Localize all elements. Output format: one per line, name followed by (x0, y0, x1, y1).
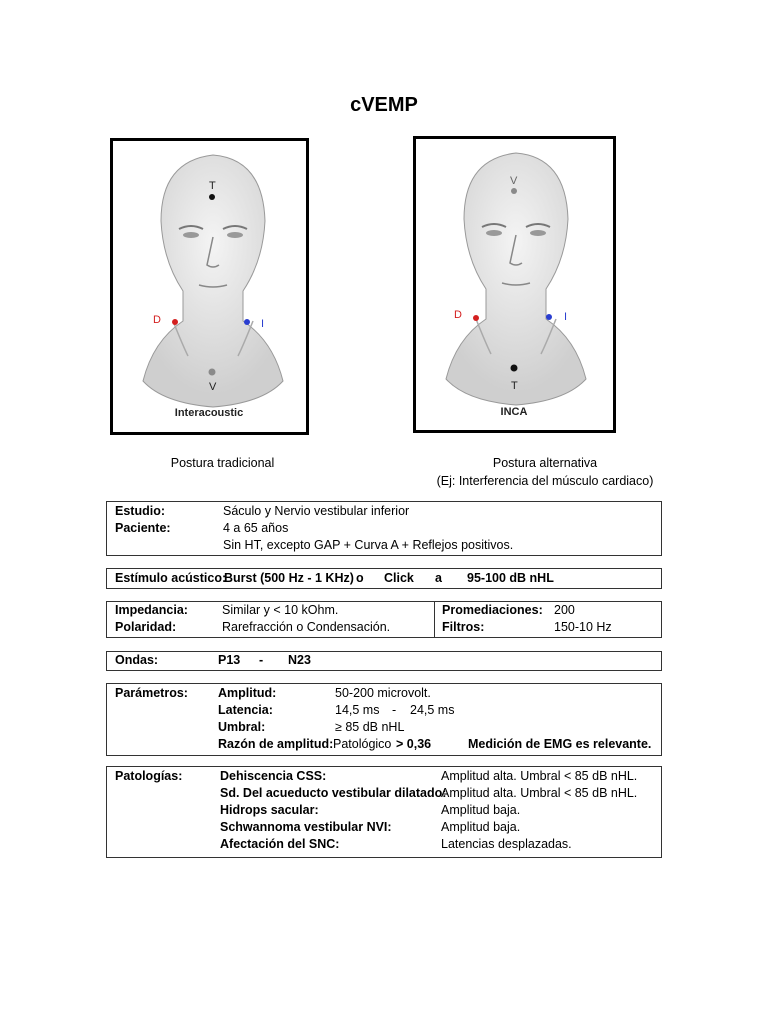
impedancia-label: Impedancia: (115, 603, 188, 617)
pathology-finding: Amplitud alta. Umbral < 85 dB nHL. (441, 786, 638, 800)
amplitud-value: 50-200 microvolt. (335, 686, 431, 700)
pathology-name: Schwannoma vestibular NVI: (220, 820, 392, 834)
figure-alternative (413, 136, 616, 433)
pathology-name: Sd. Del acueducto vestibular dilatado: (220, 786, 447, 800)
wave-n23: N23 (288, 653, 311, 667)
promediaciones-label: Promediaciones: (442, 603, 543, 617)
latencia-label: Latencia: (218, 703, 273, 717)
promediaciones-value: 200 (554, 603, 575, 617)
wave-dash: - (259, 653, 264, 667)
wave-p13: P13 (218, 653, 241, 667)
waves-box (106, 651, 662, 671)
estudio-label: Estudio: (115, 504, 165, 518)
electrode-left-dot (473, 315, 479, 321)
electrode-label-left: D (454, 309, 462, 321)
electrode-label-right: I (564, 311, 568, 323)
stimulus-burst: Burst (500 Hz - 1 KHz) (224, 571, 354, 585)
razon-label: Razón de amplitud: (218, 737, 334, 751)
head-illustration (113, 141, 306, 432)
settings-divider (434, 602, 435, 637)
figure-traditional (110, 138, 309, 435)
paciente-value: 4 a 65 años (223, 521, 289, 535)
waves-label: Ondas: (115, 653, 159, 667)
pathologies-box (106, 766, 662, 858)
parameters-box (106, 683, 662, 756)
electrode-label-left: D (153, 314, 161, 326)
electrode-label-top: T (209, 180, 216, 192)
electrode-label-top: V (510, 175, 518, 187)
parameters-label: Parámetros: (115, 686, 188, 700)
electrode-left-dot (172, 319, 178, 325)
head-illustration (416, 139, 613, 430)
impedancia-value: Similar y < 10 kOhm. (222, 603, 339, 617)
electrode-top-dot (511, 188, 517, 194)
pathology-name: Hidrops sacular: (220, 803, 319, 817)
pathologies-label: Patologías: (115, 769, 183, 783)
latencia-dash: - (392, 703, 397, 717)
polaridad-label: Polaridad: (115, 620, 177, 634)
figure-label: Interacoustic (174, 407, 244, 419)
caption-traditional: Postura tradicional (170, 456, 275, 470)
caption-alternative: Postura alternativa (492, 456, 598, 470)
stimulus-or: o (356, 571, 364, 585)
electrode-bottom-dot (209, 369, 216, 376)
amplitud-label: Amplitud: (218, 686, 277, 700)
page-title: cVEMP (350, 94, 418, 116)
stimulus-click: Click (384, 571, 414, 585)
stimulus-a: a (435, 571, 442, 585)
electrode-label-bottom: V (209, 381, 217, 393)
electrode-bottom-dot (511, 365, 518, 372)
electrode-label-bottom: T (511, 380, 518, 392)
stimulus-label: Estímulo acústico: (115, 571, 227, 585)
paciente-label: Paciente: (115, 521, 171, 535)
electrode-top-dot (209, 194, 215, 200)
estudio-value: Sáculo y Nervio vestibular inferior (223, 504, 410, 518)
pathology-name: Dehiscencia CSS: (220, 769, 327, 783)
electrode-right-dot (244, 319, 250, 325)
stimulus-level: 95-100 dB nHL (467, 571, 554, 585)
caption-alternative-note: (Ej: Interferencia del músculo cardiaco) (436, 474, 654, 488)
settings-box (106, 601, 662, 638)
pathology-name: Afectación del SNC: (220, 837, 340, 851)
electrode-label-right: I (261, 318, 265, 330)
emg-note: Medición de EMG es relevante. (468, 737, 652, 751)
filtros-value: 150-10 Hz (554, 620, 612, 634)
umbral-value: ≥ 85 dB nHL (335, 720, 405, 734)
pathology-finding: Amplitud baja. (441, 820, 521, 834)
pathology-finding: Amplitud baja. (441, 803, 521, 817)
razon-threshold: > 0,36 (396, 737, 432, 751)
figure-label: INCA (500, 406, 528, 418)
latencia-value-1: 14,5 ms (335, 703, 380, 717)
razon-value: Patológico (333, 737, 392, 751)
pathology-finding: Amplitud alta. Umbral < 85 dB nHL. (441, 769, 638, 783)
umbral-label: Umbral: (218, 720, 266, 734)
electrode-right-dot (546, 314, 552, 320)
pathology-finding: Latencias desplazadas. (441, 837, 572, 851)
latencia-value-2: 24,5 ms (410, 703, 455, 717)
filtros-label: Filtros: (442, 620, 485, 634)
paciente-extra: Sin HT, excepto GAP + Curva A + Reflejos positivos. (223, 538, 514, 552)
polaridad-value: Rarefracción o Condensación. (222, 620, 391, 634)
study-box (106, 501, 662, 556)
stimulus-box (106, 568, 662, 589)
